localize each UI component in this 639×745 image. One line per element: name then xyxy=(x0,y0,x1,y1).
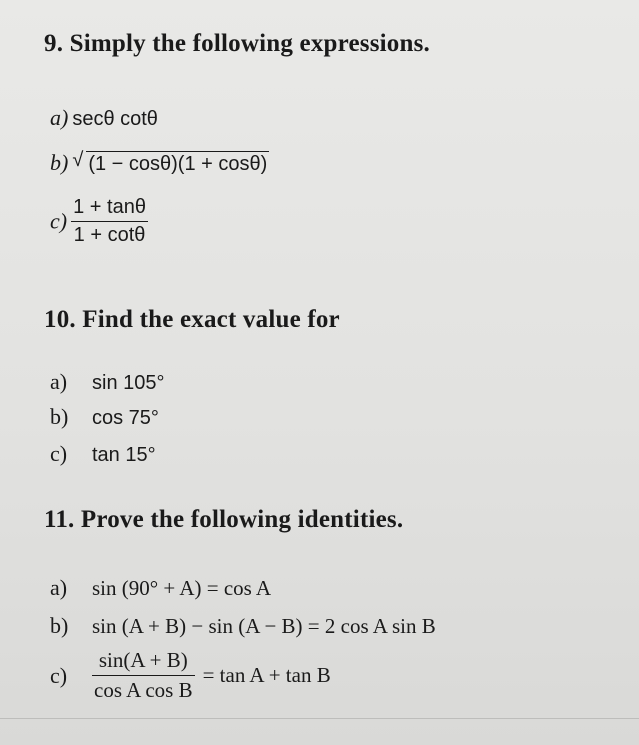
item-label: c) xyxy=(50,441,68,466)
question-9c xyxy=(50,196,148,247)
question-10a xyxy=(50,369,165,395)
question-10c xyxy=(50,441,156,467)
fraction xyxy=(71,196,148,247)
item-label: b) xyxy=(50,613,69,638)
question-11-heading: 11. Prove the following identities. xyxy=(44,506,404,533)
radical-icon: √ xyxy=(72,149,84,171)
expression: cos 75° xyxy=(92,407,159,429)
item-label: b) xyxy=(50,404,69,429)
item-label: a) xyxy=(50,105,69,130)
fraction xyxy=(92,648,195,703)
question-9-heading: 9. Simply the following expressions. xyxy=(44,30,430,57)
numerator: sin(A + B) xyxy=(98,648,188,672)
numerator: 1 + tanθ xyxy=(73,196,146,218)
question-9b xyxy=(50,150,269,176)
question-11b xyxy=(50,613,436,639)
denominator: cos A cos B xyxy=(92,675,195,703)
right-hand-side: = tan A + tan B xyxy=(202,663,331,687)
radicand: (1 − cosθ)(1 + cosθ) xyxy=(88,153,268,175)
question-11c xyxy=(50,648,331,703)
expression: secθ cotθ xyxy=(72,108,158,130)
expression: tan 15° xyxy=(92,444,156,466)
question-9a xyxy=(50,105,158,131)
item-label: b) xyxy=(50,150,69,175)
item-label: c) xyxy=(50,662,68,688)
denominator: 1 + cotθ xyxy=(71,221,148,247)
square-root xyxy=(72,151,269,176)
expression: sin (A + B) − sin (A − B) = 2 cos A sin B xyxy=(92,614,436,638)
expression: sin 105° xyxy=(92,372,165,394)
item-label: a) xyxy=(50,575,68,600)
page-divider xyxy=(0,718,639,719)
question-10-heading: 10. Find the exact value for xyxy=(44,306,340,333)
expression: sin (90° + A) = cos A xyxy=(92,576,272,600)
question-10b xyxy=(50,404,159,430)
question-11a xyxy=(50,575,271,601)
item-label: c) xyxy=(50,208,68,234)
item-label: a) xyxy=(50,369,68,394)
